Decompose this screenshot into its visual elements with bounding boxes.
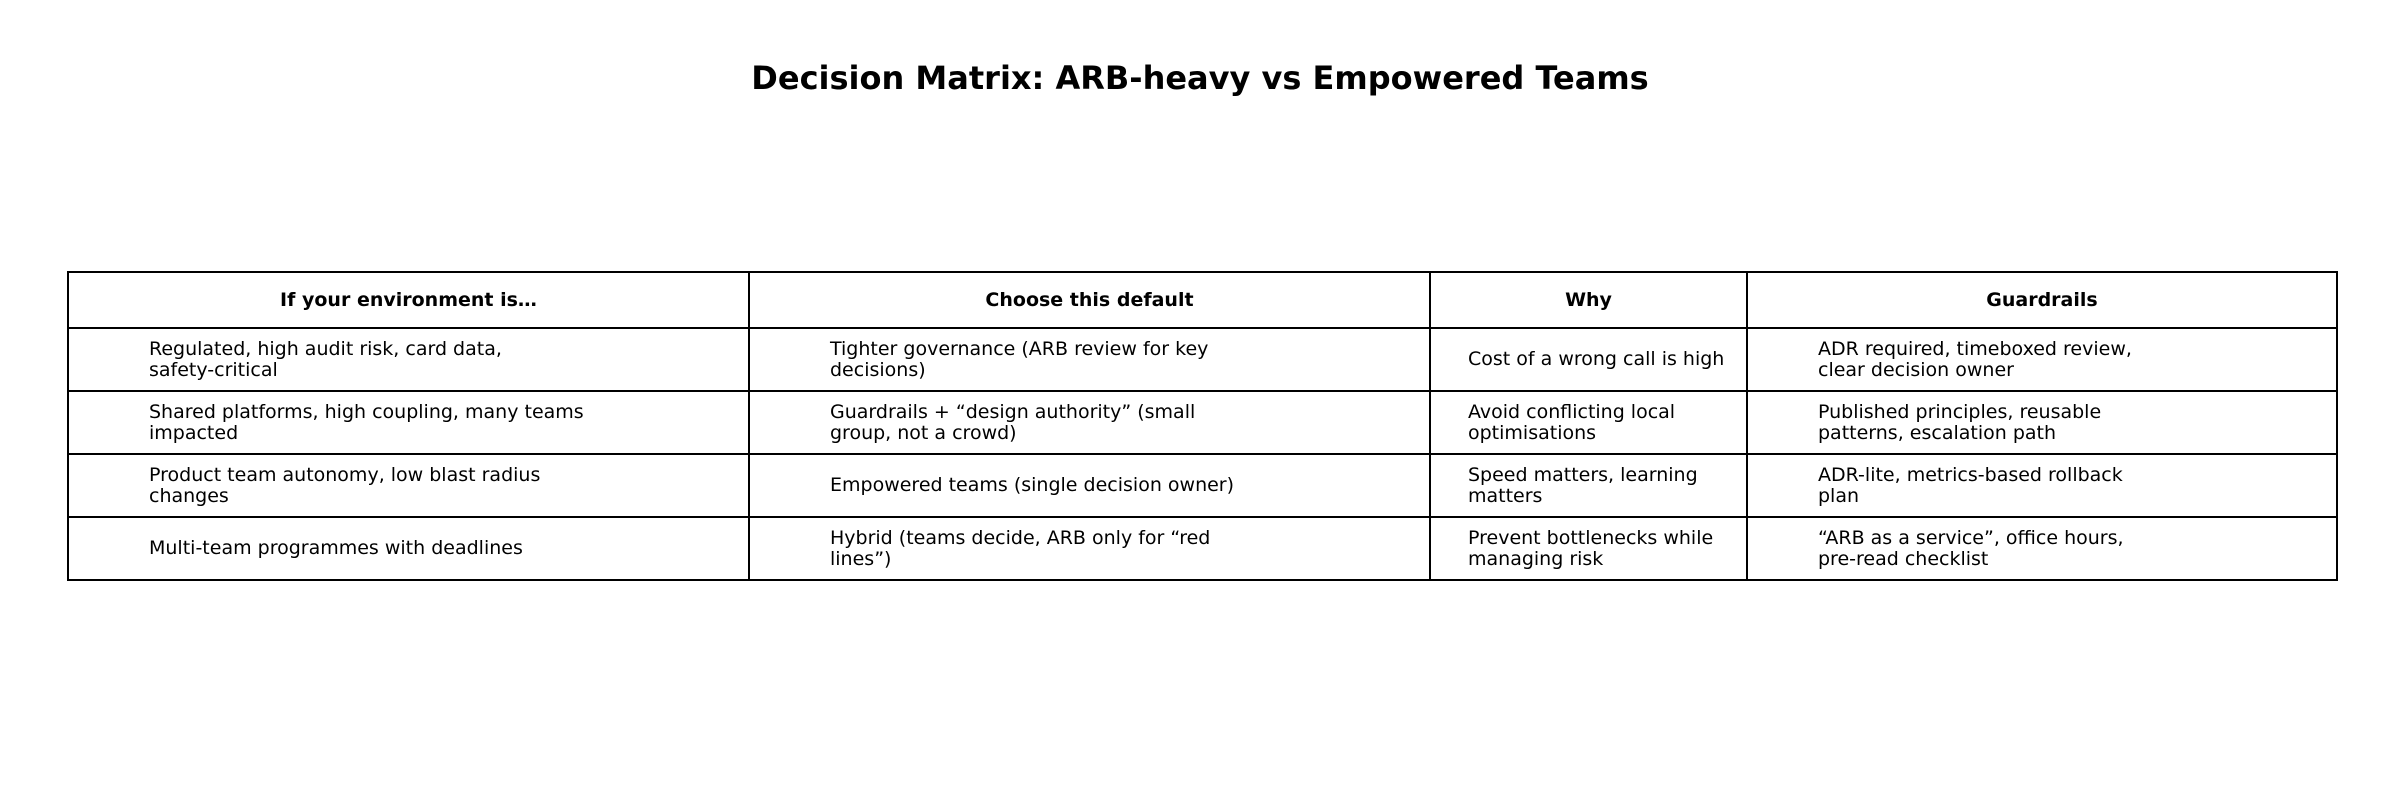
cell-text: Avoid conflicting local optimisations	[1468, 400, 1676, 444]
table-row	[68, 391, 2337, 454]
table-row	[68, 454, 2337, 517]
decision-matrix-table	[67, 271, 2338, 581]
cell-text: Tighter governance (ARB review for key decisions)	[830, 337, 1209, 381]
cell-environment	[68, 328, 749, 391]
cell-why	[1430, 454, 1747, 517]
cell-why	[1430, 517, 1747, 580]
cell-guardrails	[1747, 328, 2337, 391]
cell-guardrails	[1747, 454, 2337, 517]
table-row	[68, 328, 2337, 391]
table-row	[68, 517, 2337, 580]
cell-why	[1430, 391, 1747, 454]
cell-guardrails	[1747, 391, 2337, 454]
cell-text: Empowered teams (single decision owner)	[830, 474, 1235, 496]
cell-text: Speed matters, learning matters	[1468, 463, 1698, 507]
cell-environment	[68, 517, 749, 580]
cell-text: Cost of a wrong call is high	[1468, 348, 1725, 370]
chart-title: Decision Matrix: ARB-heavy vs Empowered Teams	[751, 59, 1649, 97]
cell-text: Guardrails + “design authority” (small group, not a crowd)	[830, 400, 1196, 444]
cell-environment	[68, 391, 749, 454]
cell-text: Hybrid (teams decide, ARB only for “red lines”)	[830, 526, 1211, 570]
column-header-why: Why	[1430, 272, 1747, 328]
cell-text: Product team autonomy, low blast radius changes	[149, 463, 541, 507]
cell-text: Prevent bottlenecks while managing risk	[1468, 526, 1714, 570]
cell-environment	[68, 454, 749, 517]
column-header-environment: If your environment is…	[68, 272, 749, 328]
cell-default	[749, 517, 1430, 580]
cell-text: ADR required, timeboxed review, clear decision owner	[1818, 337, 2132, 381]
cell-text: “ARB as a service”, office hours, pre-read checklist	[1818, 526, 2124, 570]
column-header-guardrails: Guardrails	[1747, 272, 2337, 328]
cell-default	[749, 391, 1430, 454]
cell-default	[749, 454, 1430, 517]
cell-text: Shared platforms, high coupling, many teams impacted	[149, 400, 584, 444]
column-header-default: Choose this default	[749, 272, 1430, 328]
cell-text: Multi-team programmes with deadlines	[149, 537, 523, 559]
cell-text: Regulated, high audit risk, card data, safety-critical	[149, 337, 502, 381]
cell-guardrails	[1747, 517, 2337, 580]
cell-text: Published principles, reusable patterns, escalation path	[1818, 400, 2102, 444]
table-header-row	[68, 272, 2337, 328]
cell-text: ADR-lite, metrics-based rollback plan	[1818, 463, 2123, 507]
cell-why	[1430, 328, 1747, 391]
cell-default	[749, 328, 1430, 391]
